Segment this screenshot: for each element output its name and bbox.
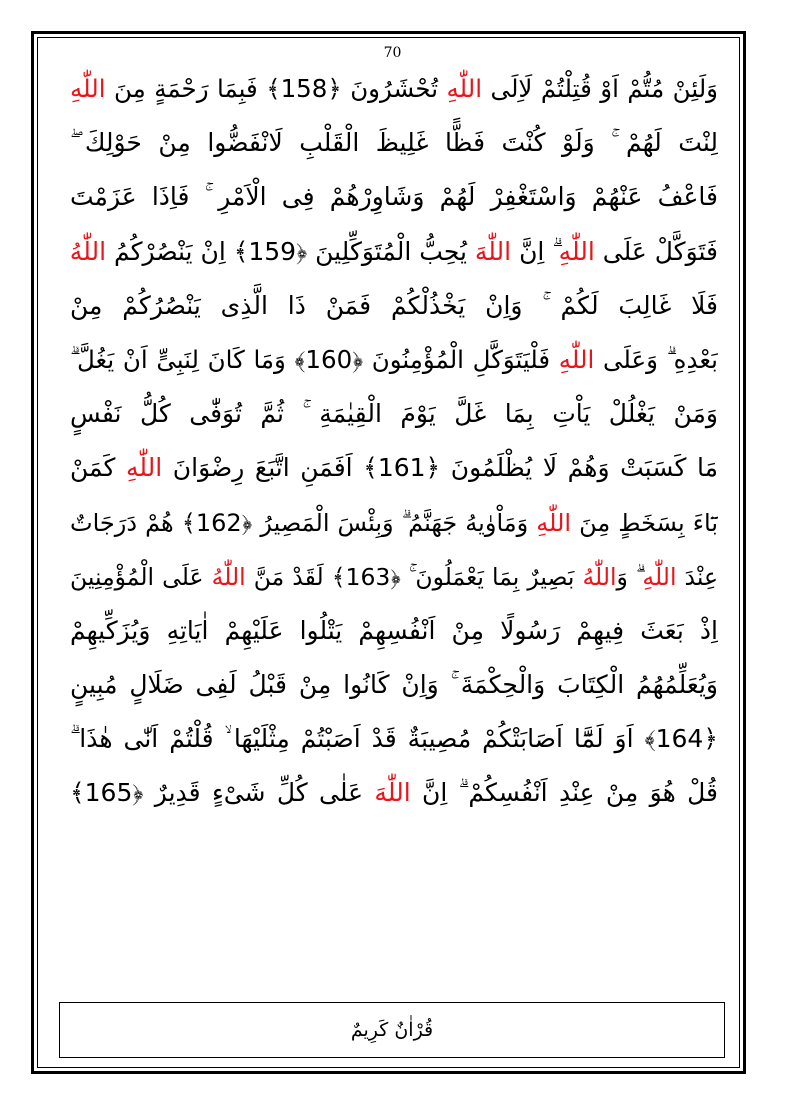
footer-title-box	[59, 1002, 725, 1058]
verse-text-segment: ﴿164﴾ اَوَ لَمَّٓا اَصَابَتْكُمْ مُصِيبَةٌ قَدْ اَصَبْتُمْ مِثْلَيْهَا ۙ قُلْتُمْ اَنّٰى هٰذَا ۗ	[70, 724, 718, 754]
verse-line	[70, 62, 718, 116]
divine-name-highlight: اللّٰهُ	[211, 562, 246, 591]
verse-text-segment: اِذْ بَعَثَ فِيهِمْ رَسُولًا مِنْ اَنْفُسِهِمْ يَتْلُوا عَلَيْهِمْ اٰيَاتِهِ وَيُزَكِّيهِمْ	[70, 615, 718, 645]
verse-line	[70, 225, 718, 279]
verse-text-segment: بَعْدِهِ ۗ وَعَلَى	[594, 344, 718, 374]
verse-line	[70, 658, 718, 712]
verse-text-segment: فَتَوَكَّلْ عَلَى	[594, 236, 718, 266]
verse-text-segment: فَاعْفُ عَنْهُمْ وَاسْتَغْفِرْ لَهُمْ وَشَاوِرْهُمْ فِى الْاَمْرِ ۚ فَاِذَا عَزَمْتَ	[70, 182, 718, 212]
verse-text-segment: ۗ اِنَّ	[511, 236, 559, 266]
verse-text-block	[70, 62, 718, 821]
verse-text-segment: تُحْشَرُونَ ﴿158﴾ فَبِمَا رَحْمَةٍ مِنَ	[105, 74, 447, 103]
verse-text-segment: يُحِبُّ الْمُتَوَكِّلِينَ ﴿159﴾ اِنْ يَنْصُرْكُمُ	[106, 236, 475, 266]
page-number: 70	[383, 45, 402, 61]
verse-text-segment: مَا كَسَبَتْ وَهُمْ لَا يُظْلَمُونَ ﴿161﴾ اَفَمَنِ اتَّبَعَ رِضْوَانَ	[162, 453, 718, 483]
verse-text-segment: وَمَنْ يَغْلُلْ يَاْتِ بِمَا غَلَّ يَوْمَ الْقِيٰمَةِ ۚ ثُمَّ تُوَفّٰى كُلُّ نَفْسٍ	[70, 399, 718, 429]
divine-name-highlight: اللّٰهِ	[446, 74, 483, 103]
verse-line	[70, 279, 718, 333]
verse-text-segment: كَمَنْ	[70, 453, 126, 483]
divine-name-highlight: اللّٰهِ	[558, 236, 595, 266]
verse-text-segment: وَيُعَلِّمُهُمُ الْكِتَابَ وَالْحِكْمَةَ ۚ وَاِنْ كَانُوا مِنْ قَبْلُ لَفِى ضَلَالٍ مُبِينٍ	[70, 670, 718, 700]
divine-name-highlight: اللّٰهُ	[70, 236, 107, 266]
divine-name-highlight: اللّٰهُ	[582, 562, 617, 591]
verse-text-segment: بَٓاءَ بِسَخَطٍ مِنَ	[571, 508, 718, 537]
verse-text-segment: قُلْ هُوَ مِنْ عِنْدِ اَنْفُسِكُمْ ۗ اِنَّ	[410, 778, 718, 808]
verse-text-segment: لِنْتَ لَهُمْ ۚ وَلَوْ كُنْتَ فَظًّا غَلِيظَ الْقَلْبِ لَانْفَضُّوا مِنْ حَوْلِكَ ۖ	[70, 128, 718, 158]
verse-line	[70, 712, 718, 766]
verse-text-segment: فَلَا غَالِبَ لَكُمْ ۚ وَاِنْ يَخْذُلْكُمْ فَمَنْ ذَا الَّذِى يَنْصُرُكُمْ مِنْ	[70, 290, 718, 320]
verse-line	[70, 333, 718, 387]
divine-name-highlight: اللّٰهِ	[70, 74, 106, 103]
verse-line	[70, 170, 718, 224]
divine-name-highlight: اللّٰهِ	[558, 344, 595, 374]
verse-text-segment: عَلَى الْمُؤْمِنِينَ	[70, 562, 212, 591]
verse-line	[70, 387, 718, 441]
divine-name-highlight: اللّٰهَ	[374, 778, 411, 808]
divine-name-highlight: اللّٰهَ	[474, 236, 512, 266]
verse-text-segment: ۗ وَ	[616, 562, 643, 591]
verse-line	[70, 441, 718, 495]
verse-text-segment: بَصِيرٌ بِمَا يَعْمَلُونَ ۚ ﴿163﴾ لَقَدْ مَنَّ	[245, 562, 583, 591]
verse-text-segment: فَلْيَتَوَكَّلِ الْمُؤْمِنُونَ ﴿160﴾ وَمَا كَانَ لِنَبِىٍّ اَنْ يَغُلَّ ۗ	[70, 344, 559, 374]
verse-line	[70, 604, 718, 658]
verse-text-segment: وَلَئِنْ مُتُّمْ اَوْ قُتِلْتُمْ لَاِلَى	[482, 74, 718, 103]
verse-line	[70, 550, 718, 604]
verse-text-segment: عَلٰى كُلِّ شَىْءٍ قَدِيرٌ ﴿165﴾	[70, 778, 375, 808]
verse-text-segment: وَمَاْوٰيهُ جَهَنَّمُ ۗ وَبِئْسَ الْمَصِيرُ ﴿162﴾ هُمْ دَرَجَاتٌ	[70, 508, 537, 537]
divine-name-highlight: اللّٰهِ	[536, 508, 572, 537]
verse-text-segment: عِنْدَ	[676, 562, 718, 591]
divine-name-highlight: اللّٰهِ	[125, 453, 163, 483]
verse-line	[70, 496, 718, 550]
verse-line	[70, 116, 718, 170]
footer-title: قُرْاٰنٌ كَرِيمٌ	[350, 1019, 434, 1041]
verse-line	[70, 766, 718, 820]
divine-name-highlight: اللّٰهِ	[642, 562, 677, 591]
